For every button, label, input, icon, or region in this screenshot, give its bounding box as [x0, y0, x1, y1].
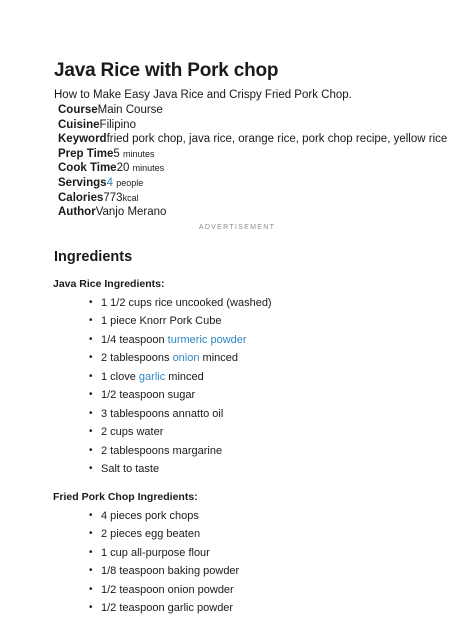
meta-label: Cuisine — [58, 118, 100, 131]
ingredient-item — [54, 312, 454, 331]
bullet-icon: • — [89, 315, 93, 327]
ingredient-text: 1/2 teaspoon sugar — [101, 389, 196, 402]
recipe-page — [54, 58, 454, 618]
ingredient-item — [54, 544, 454, 563]
bullet-icon: • — [89, 546, 93, 558]
ingredient-link[interactable]: garlic — [138, 370, 166, 383]
bullet-icon: • — [89, 296, 93, 308]
ingredient-link[interactable]: turmeric powder — [167, 333, 247, 346]
ingredient-text: 1/2 teaspoon onion powder — [101, 583, 234, 596]
bullet-icon: • — [89, 352, 93, 364]
meta-value: Filipino — [99, 118, 136, 131]
meta-value: Vanjo Merano — [95, 206, 167, 219]
ingredient-text: 1 cup all-purpose flour — [101, 546, 210, 559]
meta-value: 5 — [113, 147, 120, 160]
bullet-icon: • — [89, 333, 93, 345]
meta-prep-time — [54, 147, 454, 162]
pork-chop-heading: Fried Pork Chop Ingredients: — [53, 490, 198, 503]
meta-label: Servings — [58, 176, 107, 189]
ingredient-item — [54, 525, 454, 544]
bullet-icon: • — [89, 583, 93, 595]
meta-unit: minutes — [123, 148, 155, 159]
meta-label: Keyword — [58, 133, 107, 146]
ingredients-heading: Ingredients — [54, 248, 133, 265]
bullet-icon: • — [89, 565, 93, 577]
ingredient-text: 1/8 teaspoon baking powder — [101, 565, 240, 578]
ingredient-text: 4 pieces pork chops — [101, 509, 199, 522]
ingredient-item — [54, 599, 454, 618]
meta-keyword — [54, 132, 454, 147]
bullet-icon: • — [89, 370, 93, 382]
ingredient-text: 3 tablespoons annatto oil — [101, 407, 224, 420]
ingredient-item — [54, 423, 454, 442]
bullet-icon: • — [89, 407, 93, 419]
ingredient-text: minced — [199, 352, 239, 365]
ingredient-item — [54, 460, 454, 479]
meta-calories — [54, 191, 454, 206]
recipe-title: Java Rice with Pork chop — [54, 60, 279, 81]
ingredient-item — [54, 562, 454, 581]
java-rice-heading: Java Rice Ingredients: — [53, 277, 165, 290]
ingredient-text: 2 tablespoons — [101, 352, 173, 365]
ingredient-item — [54, 368, 454, 387]
bullet-icon: • — [89, 444, 93, 456]
ingredient-item — [54, 294, 454, 313]
meta-value: fried pork chop, java rice, orange rice, pork chop recipe, yellow rice — [106, 133, 448, 146]
meta-label: Author — [58, 206, 96, 219]
ingredient-item — [54, 331, 454, 350]
ingredient-text: 2 tablespoons margarine — [101, 444, 223, 457]
bullet-icon: • — [89, 389, 93, 401]
recipe-meta — [54, 103, 454, 220]
servings-adjuster[interactable]: 4 — [106, 176, 113, 189]
meta-value: 773 — [103, 191, 123, 204]
bullet-icon: • — [89, 509, 93, 521]
ingredient-text: 1 piece Knorr Pork Cube — [101, 315, 222, 328]
bullet-icon: • — [89, 528, 93, 540]
meta-value: Main Course — [97, 104, 163, 116]
advertisement-label: ADVERTISEMENT — [198, 223, 276, 231]
ingredient-item — [54, 386, 454, 405]
ingredient-item — [54, 349, 454, 368]
bullet-icon: • — [89, 602, 93, 614]
meta-unit: people — [116, 177, 144, 188]
meta-unit: minutes — [132, 163, 165, 174]
meta-cuisine — [54, 118, 454, 133]
ingredient-text: 1/4 teaspoon — [101, 333, 168, 346]
meta-label: Course — [58, 104, 98, 116]
ingredient-text: 2 cups water — [101, 426, 164, 439]
ingredient-text: minced — [165, 370, 204, 383]
meta-label: Prep Time — [58, 147, 114, 160]
ingredient-text: 1 1/2 cups rice uncooked (washed) — [101, 296, 272, 309]
meta-unit: kcal — [122, 192, 139, 203]
ingredient-text: 2 pieces egg beaten — [101, 528, 201, 541]
java-rice-list — [54, 294, 454, 479]
ingredient-item — [54, 507, 454, 526]
pork-chop-list — [54, 507, 454, 618]
meta-servings — [54, 176, 454, 191]
ingredient-link[interactable]: onion — [172, 352, 200, 365]
meta-author — [54, 205, 454, 220]
ingredient-text: Salt to taste — [101, 463, 160, 476]
ingredient-item — [54, 405, 454, 424]
meta-cook-time — [54, 161, 454, 176]
ingredient-text: 1 clove — [101, 370, 139, 383]
ingredient-text: 1/2 teaspoon garlic powder — [101, 602, 234, 615]
recipe-intro: How to Make Easy Java Rice and Crispy Fried Pork Chop. — [54, 89, 352, 101]
meta-course — [54, 103, 454, 118]
ingredient-item — [54, 442, 454, 461]
meta-label: Calories — [58, 191, 104, 204]
meta-label: Cook Time — [58, 162, 117, 175]
bullet-icon: • — [89, 463, 93, 475]
meta-value: 20 — [116, 162, 130, 175]
ingredient-item — [54, 581, 454, 600]
bullet-icon: • — [89, 426, 93, 438]
